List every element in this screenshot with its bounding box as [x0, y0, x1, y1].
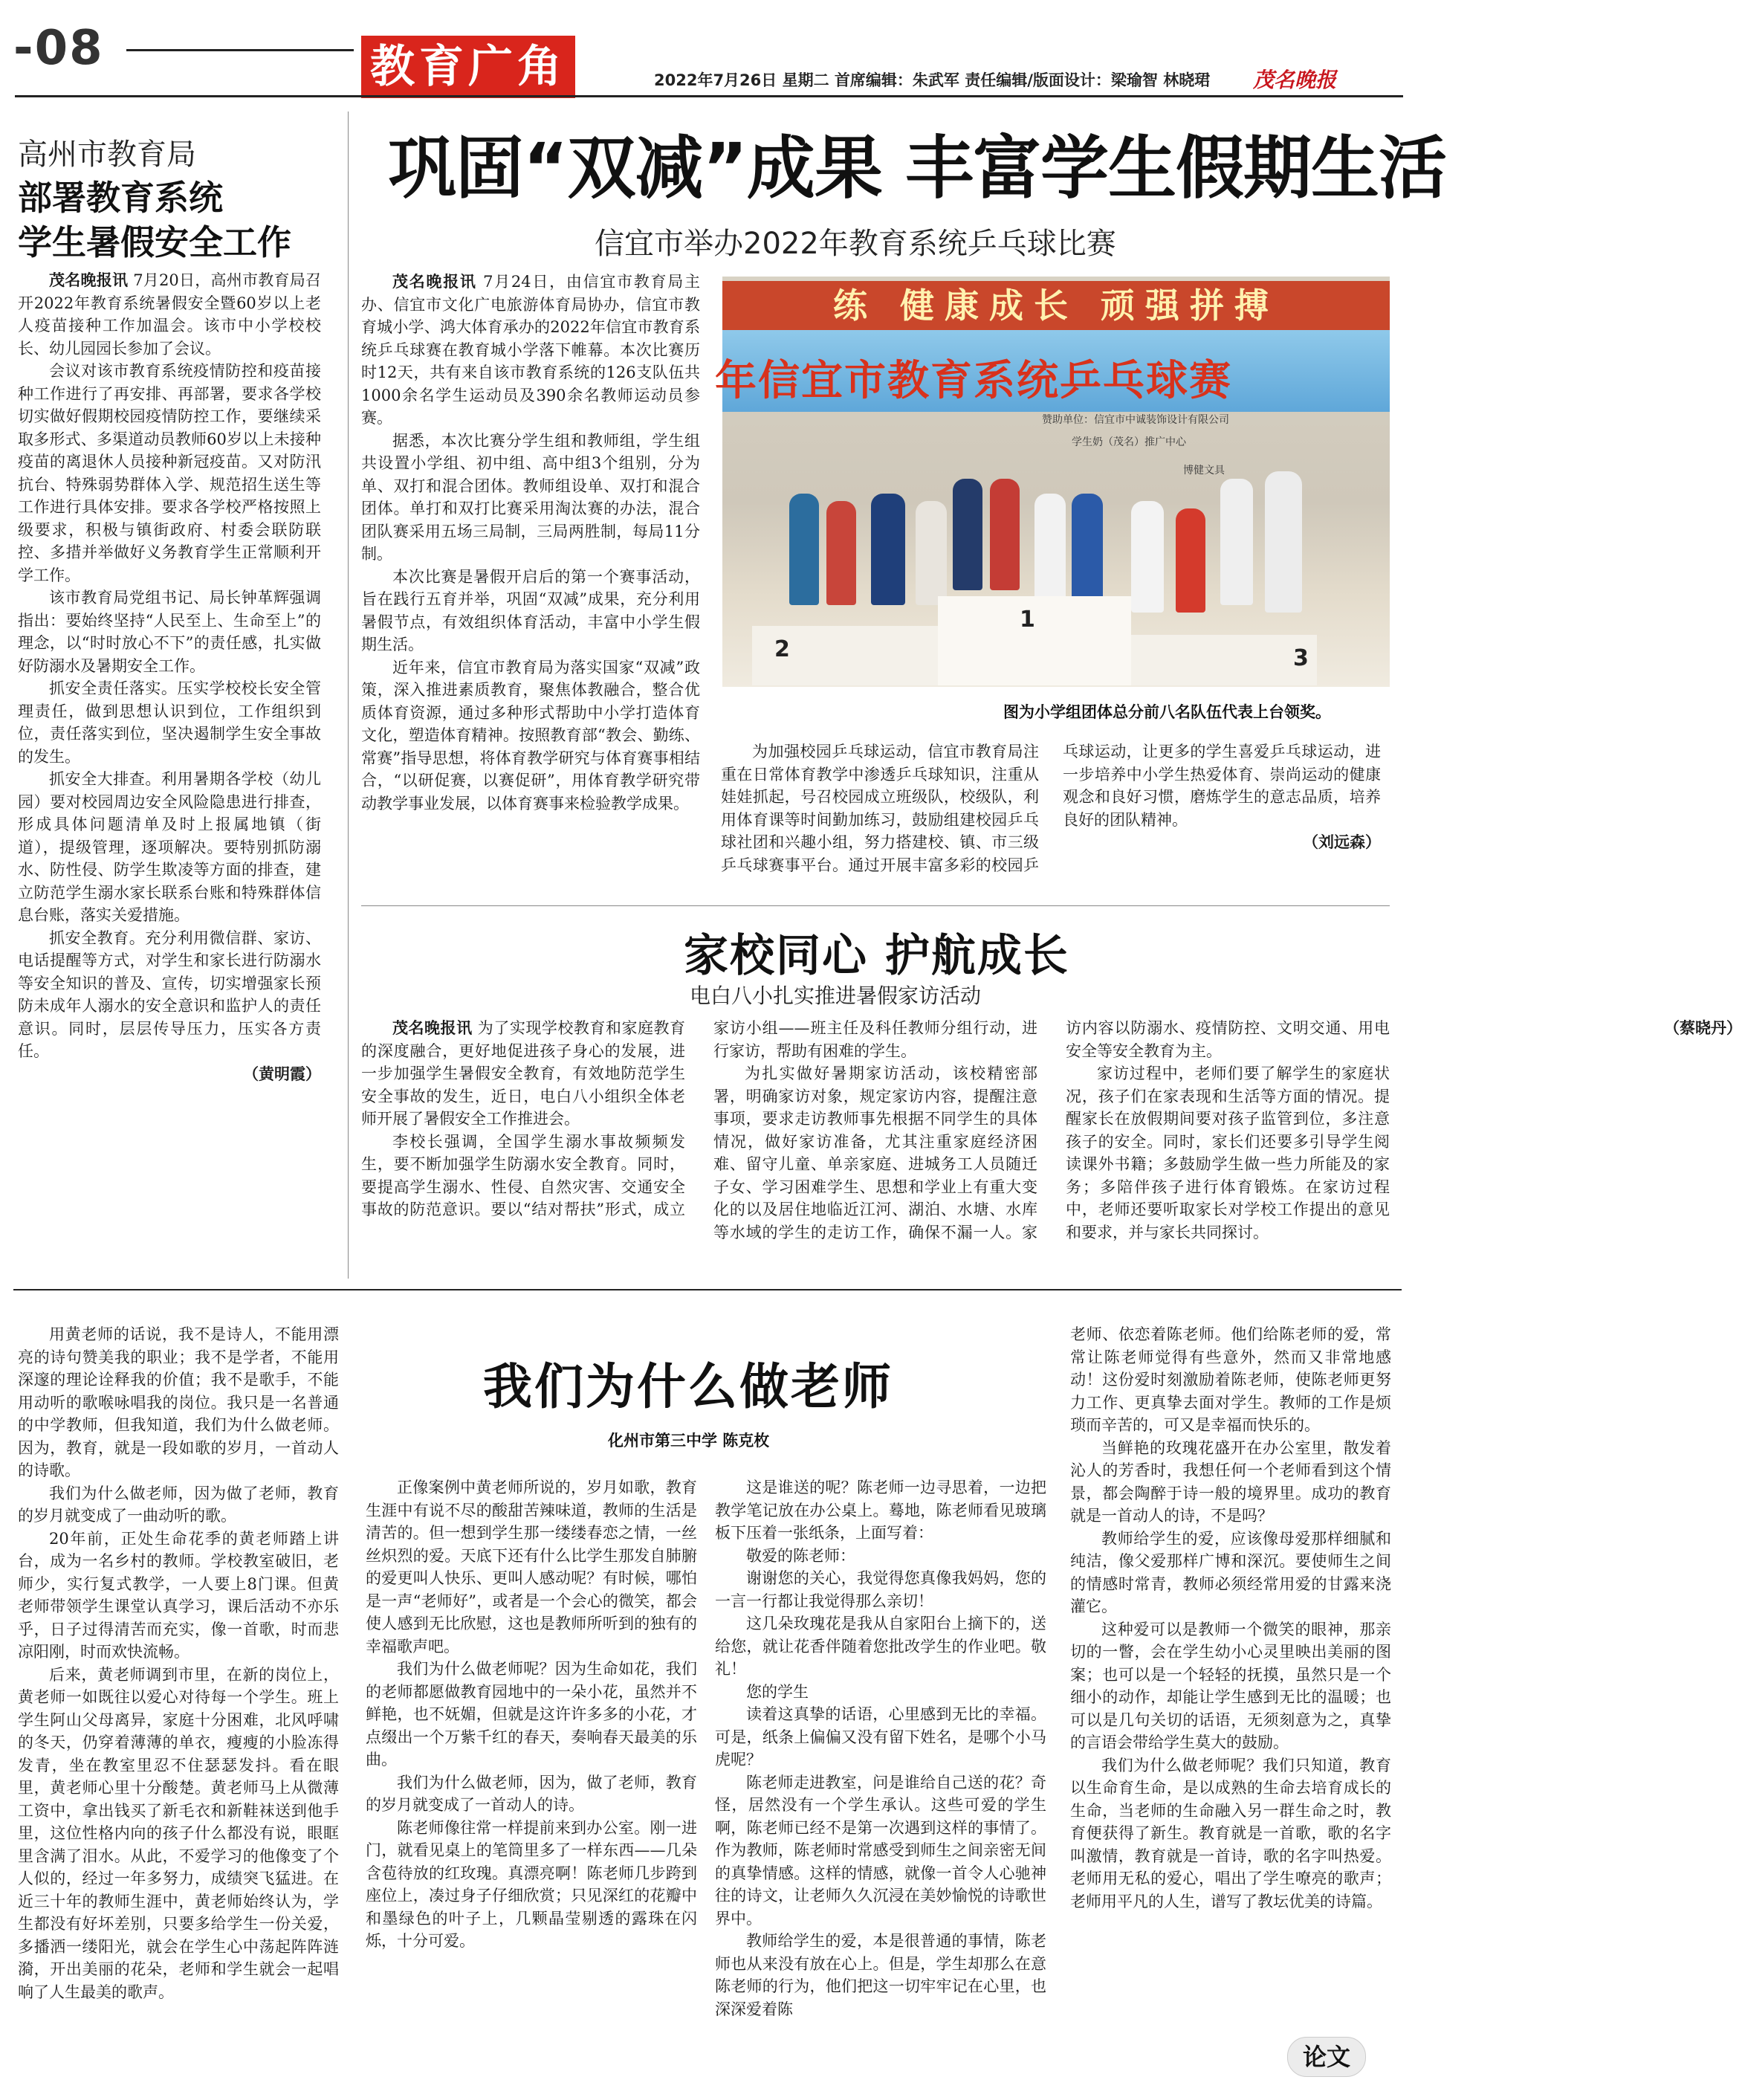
article2-paragraph: 据悉，本次比赛分学生组和教师组，学生组共设置小学组、初中组、高中组3个组别，分为单、双打和混合团体。教师组设单、双打和混合团体。单打和双打比赛采用淘汰赛的办法，混合团队赛采用五场三局制，三局两胜制，每局11分制。 [361, 431, 700, 563]
article3-byline: （蔡晓丹） [1664, 1019, 1742, 1037]
article3-paragraph: 李校长强调，全国学生溺水事故频频发生，要不断加强学生防溺水安全教育。同时，要提高学生溺水、性侵、自然灾害、交通安全事故的防范意识。要以“结对帮扶”形式，成立家访小组——班主任及科任教师分组行动，进行家访，帮助有困难的学生。 [361, 1019, 1037, 1218]
podium-number-1: 1 [1020, 607, 1035, 633]
article1-paragraph: 会议对该市教育系统疫情防控和疫苗接种工作进行了再安排、再部署，要求各学校切实做好假期校园疫情防控工作，要继续采取多形式、多渠道动员教师60岁以上未接种疫苗的离退休人员接种新冠疫苗。又对防汛抗台、特殊弱势群体入学、规范招生送生等工作进行具体安排。要求各学校严格按照上级要求，积极与镇街政府、村委会联防联控、多措并举做好义务教育学生正常顺利开学工作。 [18, 362, 321, 584]
article4-paragraph: 陈老师走进教室，问是谁给自己送的花？奇怪，居然没有一个学生承认。这些可爱的学生啊，陈老师已经不是第一次遇到这样的事情了。作为教师，陈老师时常感受到师生之间亲密无间的真挚情感。这样的情感，就像一首令人心驰神往的诗文，让老师久久沉浸在美妙愉悦的诗歌世界中。 [715, 1773, 1046, 1928]
article1-kicker: 高州市教育局 [18, 138, 196, 172]
article2-dateline: 茂名晚报讯 [392, 273, 477, 291]
photo-sponsor-1: 赞助单位：信宜市中诚装饰设计有限公司 [1042, 414, 1229, 426]
article4-paragraph: 谢谢您的关心，我觉得您真像我妈妈，您的一言一行都让我觉得那么亲切！ [715, 1569, 1046, 1610]
article1-paragraph: 该市教育局党组书记、局长钟革辉强调指出：要始终坚持“人民至上、生命至上”的理念，以“时时放心不下”的责任感，扎实做好防溺水及暑期安全工作。 [18, 589, 321, 675]
article4-paragraph: 教师给学生的爱，本是很普通的事情，陈老师也从来没有放在心上。但是，学生却那么在意陈老师的行为，他们把这一切牢牢记在心里，也深深爱着陈 [715, 1932, 1046, 2018]
award-photo [715, 277, 1390, 687]
page-number: -08 [13, 21, 104, 76]
article4-paragraph: 用黄老师的话说，我不是诗人，不能用漂亮的诗句赞美我的职业；我不是学者，不能用深邃的理论诠释我的价值；我不是歌手，不能用动听的歌喉咏唱我的岗位。我只是一名普通的中学教师，但我知道，我们为什么做老师。因为，教育，就是一段如歌的岁月，一首动人的诗歌。 [18, 1325, 339, 1479]
article3-body [361, 1017, 1742, 1262]
article2-paragraph: 本次比赛是暑假开启后的第一个赛事活动，旨在践行五育并举，巩固“双减”成果，充分利用暑假节点，有效组织体育活动，丰富中小学生假期生活。 [361, 567, 700, 653]
article4-paragraph: 敬爱的陈老师： [746, 1546, 855, 1565]
article4-paragraph: 20年前，正处生命花季的黄老师踏上讲台，成为一名乡村的教师。学校教室破旧，老师少，实行复式教学，一人要上8门课。但黄老师带领学生课堂认真学习，课后活动不亦乐乎，日子过得清苦而充实，像一首歌，时而悲凉阳刚，时而欢快流畅。 [18, 1529, 339, 1661]
article4-title: 我们为什么做老师 [483, 1358, 893, 1415]
article4-col3 [715, 1476, 1046, 2093]
article1-paragraph: 抓安全大排查。利用暑期各学校（幼儿园）要对校园周边安全风险隐患进行排查，形成具体问题清单及时上报属地镇（街道），提级管理，逐项解决。要特别抓防溺水、防性侵、防学生欺凌等方面的排查，建立防范学生溺水家长联系台账和特殊群体信息台账，落实关爱措施。 [18, 770, 321, 924]
article4-paragraph: 教师给学生的爱，应该像母爱那样细腻和纯洁，像父爱那样广博和深沉。要使师生之间的情感时常青，教师必须经常用爱的甘露来浇灌它。 [1070, 1529, 1391, 1615]
article2-paragraph: 近年来，信宜市教育局为落实国家“双减”政策，深入推进素质教育，聚焦体教融合，整合优质体育资源，通过多种形式帮助中小学打造体育文化，塑造体育精神。按照教育部“教会、勤练、常赛”指导思想，将体育教学研究与体育赛事相结合，“以研促赛，以赛促研”，用体育教学研究带动教学事业发展，以体育赛事来检验教学成果。 [361, 658, 700, 812]
article1-dateline: 茂名晚报讯 [49, 271, 129, 289]
article4-col2 [366, 1476, 697, 2093]
article3-paragraph: 为了实现学校教育和家庭教育的深度融合，更好地促进孩子身心的发展，进一步加强学生暑假安全教育，有效地防范学生安全事故的发生，近日，电白八小组织全体老师开展了暑假安全工作推进会。 [361, 1019, 686, 1128]
column-divider [348, 112, 349, 1279]
article1-body [18, 269, 321, 1274]
article1-paragraph: 抓安全教育。充分利用微信群、家访、电话提醒等方式，对学生和家长进行防溺水等安全知识的普及、宣传，切实增强家长预防未成年人溺水的安全意识和监护人的责任意识。同时，层层传导压力，压实各方责任。 [18, 928, 321, 1060]
article4-paragraph: 当鲜艳的玫瑰花盛开在办公室里，散发着沁人的芳香时，我想任何一个老师看到这个情景，都会陶醉于诗一般的境界里。成功的教育就是一首动人的诗，不是吗？ [1070, 1438, 1391, 1525]
article3-title: 家校同心 护航成长 [684, 930, 1069, 982]
article1-byline: （黄明霞） [243, 1064, 321, 1083]
article4-tag-text: 论文 [1302, 2043, 1350, 2071]
article2-title: 巩固“双减”成果 丰富学生假期生活 [388, 129, 1446, 208]
photo-sponsor-2: 学生奶（茂名）推广中心 [1072, 436, 1186, 448]
photo-sponsor-3: 博健文具 [1183, 465, 1225, 476]
photo-caption: 图为小学组团体总分前八名队伍代表上台领奖。 [1003, 703, 1331, 721]
article4-paragraph: 我们为什么做老师，因为做了老师，教育的岁月就变成了一曲动听的歌。 [18, 1484, 339, 1525]
article2-paragraph: 为加强校园乒乓球运动，信宜市教育局注重在日常体育教学中渗透乒乓球知识，注重从娃娃抓起，号召校园成立班级队，校级队，利用体育课等时间勤加练习，鼓励组建校园乒乓球社团和兴趣小组，努力搭建校、镇、市三级乒乓球赛事平台。通过开展丰富多彩的校园乒乓球运动，让更多的学生喜爱乒乓球运动，进一步培养中小学生热爱体育、崇尚运动的健康观念和良好习惯，磨炼学生的意志品质，培养良好的团队精神。 [721, 743, 1381, 874]
photo-podium [752, 596, 1317, 685]
article4-tag [1287, 2037, 1366, 2077]
article4-paragraph: 读着这真挚的话语，心里感到无比的幸福。可是，纸条上偏偏又没有留下姓名，是哪个小马虎呢？ [715, 1705, 1046, 1768]
article3-subtitle: 电白八小扎实推进暑假家访活动 [690, 983, 982, 1008]
podium-number-3: 3 [1293, 645, 1309, 671]
masthead-rule-left [126, 49, 354, 51]
article2-body-col2 [721, 740, 1381, 934]
masthead-info: 2022年7月26日 星期二 首席编辑：朱武军 责任编辑/版面设计：梁瑜智 林晓珺 [654, 71, 1211, 89]
section-rule [13, 1289, 1402, 1290]
article4-paragraph: 后来，黄老师调到市里，在新的岗位上，黄老师一如既往以爱心对待每一个学生。班上学生阿山父母离异，家庭十分困难，北风呼啸的冬天，仍穿着薄薄的单衣，瘦瘦的小脸冻得发青，坐在教室里忍不住瑟瑟发抖。看在眼里，黄老师心里十分酸楚。黄老师马上从微薄工资中，拿出钱买了新毛衣和新鞋袜送到他手里，这位性格内向的孩子什么都没有说，眼眶里含满了泪水。从此，不爱学习的他像变了个人似的，经过一年多努力，成绩突飞猛进。在近三十年的教师生涯中，黄老师始终认为，学生都没有好坏差别，只要多给学生一份关爱，多播洒一缕阳光，就会在学生心中荡起阵阵涟漪，开出美丽的花朵，老师和学生就会一起唱响了人生最美的歌声。 [18, 1665, 339, 2001]
article2-subtitle: 信宜市举办2022年教育系统乒乓球比赛 [595, 227, 1116, 261]
article3-dateline: 茂名晚报讯 [392, 1019, 473, 1037]
masthead-logo: 茂名晚报 [1253, 68, 1337, 92]
section-title-text: 教育广角 [370, 41, 566, 93]
photo-banner-top: 练 健康成长 顽强拼搏 [722, 281, 1390, 330]
article1-title-line1: 部署教育系统 [18, 178, 223, 218]
section-rule [361, 905, 1390, 906]
article4-paragraph: 陈老师像往常一样提前来到办公室。刚一进门，就看见桌上的笔筒里多了一样东西——几朵含苞待放的红玫瑰。真漂亮啊！陈老师几步跨到座位上，凑过身子仔细欣赏；只见深红的花瓣中和墨绿色的叶子上，几颗晶莹剔透的露珠在闪烁，十分可爱。 [366, 1818, 697, 1950]
article4-col1 [18, 1323, 339, 2093]
article2-paragraph: 7月24日，由信宜市教育局主办、信宜市文化广电旅游体育局协办，信宜市教育城小学、鸿大体育承办的2022年信宜市教育系统乒乓球赛在教育城小学落下帷幕。本次比赛历时12天，共有来自该市教育系统的126支队伍共1000余名学生运动员及390余名教师运动员参赛。 [361, 273, 700, 427]
article1-paragraph: 抓安全责任落实。压实学校校长安全管理责任，做到思想认识到位，工作组织到位，责任落实到位，坚决遏制学生安全事故的发生。 [18, 679, 321, 766]
section-title [361, 36, 575, 98]
masthead-rule [15, 95, 1403, 97]
photo-banner-main: 年信宜市教育系统乒乓球赛 [715, 357, 1232, 405]
article4-paragraph: 这种爱可以是教师一个微笑的眼神，那亲切的一瞥，会在学生幼小心灵里映出美丽的图案；也可以是一个轻轻的抚摸，虽然只是一个细小的动作，却能让学生感到无比的温暖；也可以是几句关切的话语，无须刻意为之，真挚的言语会带给学生莫大的鼓励。 [1070, 1620, 1391, 1751]
article3-paragraph: 为扎实做好暑期家访活动，该校精密部署，明确家访对象，规定家访内容，提醒注意事项，要求走访教师事先根据不同学生的具体情况，做好家访准备，尤其注重家庭经济困难、留守儿童、单亲家庭、进城务工人员随迁子女、学习困难学生、思想和学业上有重大变化的以及居住地临近江河、湖泊、水塘、水库等水域的学生的走访工作，确保不漏一人。家访内容以防溺水、疫情防控、文明交通、用电安全等安全教育为主。 [713, 1019, 1390, 1241]
article4-paragraph: 我们为什么做老师，因为，做了老师，教育的岁月就变成了一首动人的诗。 [366, 1773, 697, 1814]
article4-paragraph: 您的学生 [746, 1682, 809, 1701]
podium-number-2: 2 [774, 636, 790, 662]
article4-col4 [1070, 1323, 1391, 2093]
article4-paragraph: 这是谁送的呢？陈老师一边寻思着，一边把教学笔记放在办公桌上。蓦地，陈老师看见玻璃板下压着一张纸条，上面写着： [715, 1479, 1046, 1542]
article4-paragraph: 正像案例中黄老师所说的，岁月如歌，教育生涯中有说不尽的酸甜苦辣味道，教师的生活是清苦的。但一想到学生那一缕缕春恋之情，一丝丝炽烈的爱。天底下还有什么比学生那发自肺腑的爱更叫人快乐、更叫人感动呢？有时候，哪怕是一声“老师好”，或者是一个会心的微笑，都会使人感到无比欣慰，这也是教师所听到的独有的幸福歌声吧。 [366, 1479, 697, 1655]
article2-byline: （刘远森） [1303, 833, 1381, 851]
article4-paragraph: 老师、依恋着陈老师。他们给陈老师的爱，常常让陈老师觉得有些意外，然而又非常地感动！这份爱时刻激励着陈老师，使陈老师更努力工作、更真挚去面对学生。教师的工作是烦琐而辛苦的，可又是幸福而快乐的。 [1070, 1325, 1391, 1434]
article3-paragraph: 家访过程中，老师们要了解学生的家庭状况，孩子们在家表现和生活等方面的情况。提醒家长在放假期间要对孩子监管到位，多注意孩子的安全。同时，家长们还要多引导学生阅读课外书籍；多鼓励学生做一些力所能及的家务；多陪伴孩子进行体育锻炼。在家访过程中，老师还要听取家长对学校工作提出的意见和要求，并与家长共同探讨。 [1066, 1064, 1390, 1241]
article4-paragraph: 这几朵玫瑰花是我从自家阳台上摘下的，送给您，就让花香伴随着您批改学生的作业吧。敬礼！ [715, 1615, 1046, 1678]
article4-author: 化州市第三中学 陈克枚 [608, 1432, 770, 1450]
article1-title-line2: 学生暑假安全工作 [18, 222, 291, 262]
article4-paragraph: 我们为什么做老师呢？我们只知道，教育以生命育生命，是以成熟的生命去培育成长的生命，当老师的生命融入另一群生命之时，教育便获得了新生。教育就是一首歌，歌的名字叫激情，教育就是一首诗，歌的名字叫热爱。老师用无私的爱心，唱出了学生嘹亮的歌声；老师用平凡的人生，谱写了教坛优美的诗篇。 [1070, 1756, 1391, 1910]
article1-paragraph: 7月20日，高州市教育局召开2022年教育系统暑假安全暨60岁以上老人疫苗接种工作加温会。该市中小学校校长、幼儿园园长参加了会议。 [18, 271, 321, 358]
article4-paragraph: 我们为什么做老师呢？因为生命如花，我们的老师都愿做教育园地中的一朵小花，虽然并不鲜艳，也不妩媚，但就是这许许多多的小花，才点缀出一个万紫千红的春天，奏响春天最美的乐曲。 [366, 1660, 697, 1768]
